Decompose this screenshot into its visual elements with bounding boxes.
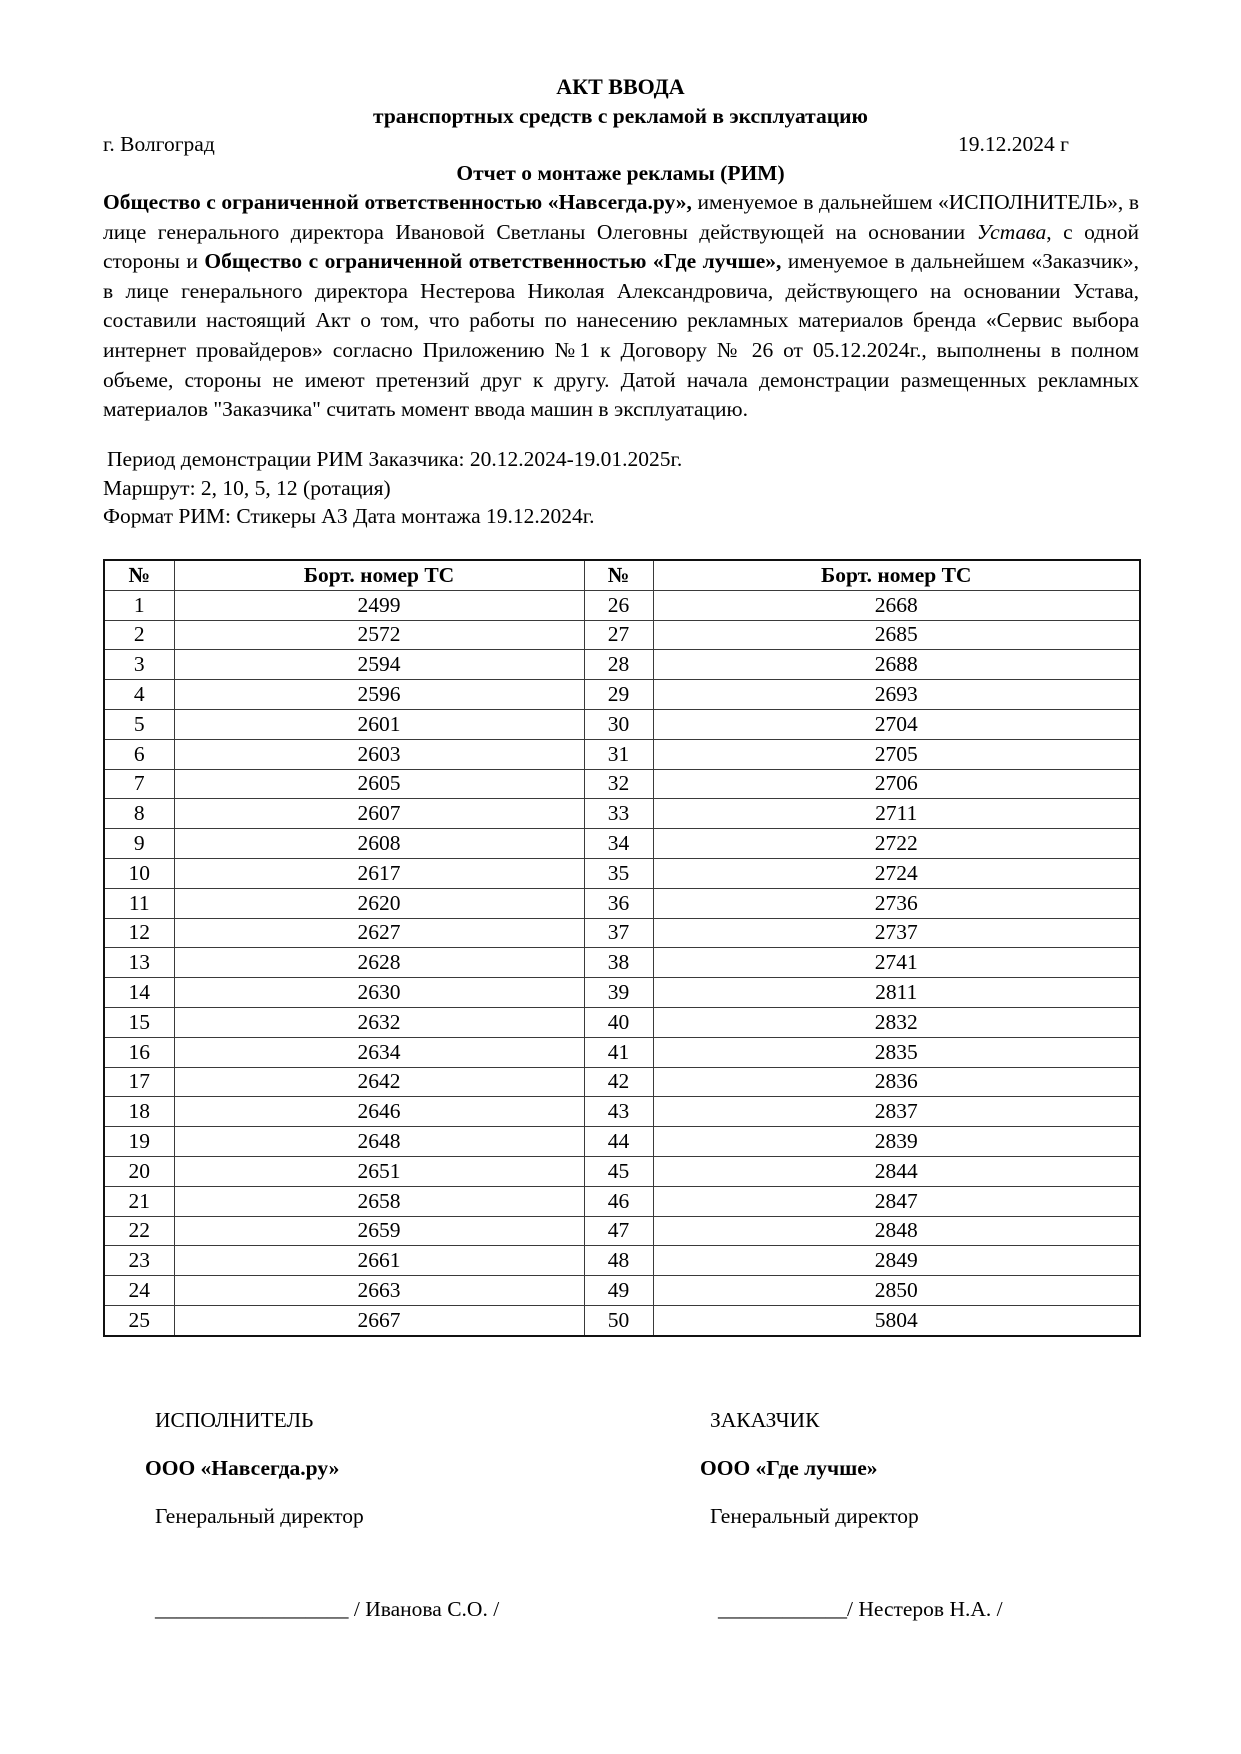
paragraph-text-2: , с одной стороны и bbox=[103, 219, 1140, 274]
executor-name-bold: Общество с ограниченной ответственностью «Навсегда.ру», bbox=[103, 190, 692, 214]
board-number-left: 2499 bbox=[174, 590, 584, 620]
row-number-left: 5 bbox=[104, 709, 174, 739]
board-number-right: 2736 bbox=[653, 888, 1140, 918]
table-row bbox=[104, 1186, 1140, 1216]
board-number-left: 2659 bbox=[174, 1216, 584, 1246]
row-number-right: 29 bbox=[584, 680, 653, 710]
table-row bbox=[104, 680, 1140, 710]
row-number-left: 21 bbox=[104, 1186, 174, 1216]
board-number-right: 2737 bbox=[653, 918, 1140, 948]
board-number-right: 2668 bbox=[653, 590, 1140, 620]
row-number-left: 14 bbox=[104, 978, 174, 1008]
table-row bbox=[104, 1037, 1140, 1067]
board-number-right: 2849 bbox=[653, 1246, 1140, 1276]
board-number-left: 2603 bbox=[174, 739, 584, 769]
city: г. Волгоград bbox=[103, 132, 215, 156]
board-number-left: 2642 bbox=[174, 1067, 584, 1097]
executor-org: ООО «Навсегда.ру» bbox=[145, 1456, 340, 1480]
board-number-right: 2722 bbox=[653, 829, 1140, 859]
row-number-right: 45 bbox=[584, 1156, 653, 1186]
row-number-left: 24 bbox=[104, 1276, 174, 1306]
row-number-left: 11 bbox=[104, 888, 174, 918]
board-number-left: 2663 bbox=[174, 1276, 584, 1306]
row-number-right: 30 bbox=[584, 709, 653, 739]
table-header-row bbox=[104, 560, 1140, 590]
row-number-right: 33 bbox=[584, 799, 653, 829]
row-number-right: 44 bbox=[584, 1127, 653, 1157]
row-number-left: 17 bbox=[104, 1067, 174, 1097]
row-number-right: 31 bbox=[584, 739, 653, 769]
board-number-right: 2848 bbox=[653, 1216, 1140, 1246]
paragraph-text-3: именуемое в дальнейшем «Заказчик», в лице генерального директора Нестерова Николая Александровича, действующего на основании Устава, составили настоящий Акт о том, что работы по нанесению рекламных материалов бренда «Сервис выбора интернет провайдеров» согласно Приложению №1 к Договору № 26 от 05.12.2024г., выполнены в полном объеме, стороны не имеют претензий друг к другу. Датой начала демонстрации размещенных рекламных материалов "Заказчика" считать момент ввода машин в эксплуатацию. bbox=[103, 249, 1139, 422]
row-number-right: 28 bbox=[584, 650, 653, 680]
row-number-left: 25 bbox=[104, 1305, 174, 1335]
board-number-right: 2836 bbox=[653, 1067, 1140, 1097]
board-number-left: 2627 bbox=[174, 918, 584, 948]
row-number-right: 41 bbox=[584, 1037, 653, 1067]
header-board-number-2: Борт. номер ТС bbox=[653, 560, 1140, 590]
table-row bbox=[104, 590, 1140, 620]
board-number-right: 2837 bbox=[653, 1097, 1140, 1127]
document-date: 19.12.2024 г bbox=[958, 132, 1069, 156]
row-number-right: 35 bbox=[584, 858, 653, 888]
row-number-right: 32 bbox=[584, 769, 653, 799]
table-row bbox=[104, 1097, 1140, 1127]
board-number-right: 5804 bbox=[653, 1305, 1140, 1335]
table-row bbox=[104, 1276, 1140, 1306]
table-row bbox=[104, 1007, 1140, 1037]
board-number-left: 2601 bbox=[174, 709, 584, 739]
board-number-left: 2594 bbox=[174, 650, 584, 680]
row-number-right: 46 bbox=[584, 1186, 653, 1216]
board-number-right: 2693 bbox=[653, 680, 1140, 710]
board-number-right: 2832 bbox=[653, 1007, 1140, 1037]
row-number-left: 20 bbox=[104, 1156, 174, 1186]
row-number-left: 12 bbox=[104, 918, 174, 948]
demo-period: Период демонстрации РИМ Заказчика: 20.12.2024-19.01.2025г. bbox=[107, 447, 683, 471]
board-number-left: 2667 bbox=[174, 1305, 584, 1335]
table-row bbox=[104, 650, 1140, 680]
row-number-right: 27 bbox=[584, 620, 653, 650]
table-row bbox=[104, 858, 1140, 888]
table-row bbox=[104, 1246, 1140, 1276]
row-number-right: 36 bbox=[584, 888, 653, 918]
board-number-right: 2844 bbox=[653, 1156, 1140, 1186]
board-number-right: 2688 bbox=[653, 650, 1140, 680]
vehicles-table bbox=[103, 559, 1141, 1337]
row-number-right: 37 bbox=[584, 918, 653, 948]
board-number-right: 2835 bbox=[653, 1037, 1140, 1067]
board-number-left: 2648 bbox=[174, 1127, 584, 1157]
row-number-right: 39 bbox=[584, 978, 653, 1008]
table-row bbox=[104, 769, 1140, 799]
row-number-left: 13 bbox=[104, 948, 174, 978]
row-number-right: 42 bbox=[584, 1067, 653, 1097]
row-number-left: 3 bbox=[104, 650, 174, 680]
table-row bbox=[104, 1305, 1140, 1335]
table-row bbox=[104, 620, 1140, 650]
row-number-left: 8 bbox=[104, 799, 174, 829]
table-row bbox=[104, 1216, 1140, 1246]
row-number-right: 34 bbox=[584, 829, 653, 859]
format-info: Формат РИМ: Стикеры А3 Дата монтажа 19.12.2024г. bbox=[103, 504, 595, 528]
board-number-left: 2646 bbox=[174, 1097, 584, 1127]
row-number-left: 1 bbox=[104, 590, 174, 620]
row-number-left: 22 bbox=[104, 1216, 174, 1246]
paragraph-text-1: именуемое в дальнейшем «ИСПОЛНИТЕЛЬ», в лице генерального директора Ивановой Светланы Олеговны действующей на основании bbox=[103, 190, 1139, 244]
header-board-number-1: Борт. номер ТС bbox=[174, 560, 584, 590]
board-number-right: 2850 bbox=[653, 1276, 1140, 1306]
board-number-right: 2847 bbox=[653, 1186, 1140, 1216]
row-number-right: 48 bbox=[584, 1246, 653, 1276]
row-number-left: 7 bbox=[104, 769, 174, 799]
row-number-right: 50 bbox=[584, 1305, 653, 1335]
board-number-right: 2711 bbox=[653, 799, 1140, 829]
row-number-left: 18 bbox=[104, 1097, 174, 1127]
row-number-right: 43 bbox=[584, 1097, 653, 1127]
table-row bbox=[104, 829, 1140, 859]
row-number-right: 49 bbox=[584, 1276, 653, 1306]
row-number-left: 6 bbox=[104, 739, 174, 769]
header-number-1: № bbox=[104, 560, 174, 590]
customer-role: ЗАКАЗЧИК bbox=[710, 1408, 820, 1432]
table-row bbox=[104, 978, 1140, 1008]
board-number-right: 2839 bbox=[653, 1127, 1140, 1157]
charter-italic: Устава bbox=[976, 219, 1047, 244]
customer-name-bold: Общество с ограниченной ответственностью «Где лучше», bbox=[204, 249, 782, 274]
table-row bbox=[104, 1127, 1140, 1157]
board-number-right: 2741 bbox=[653, 948, 1140, 978]
row-number-right: 26 bbox=[584, 590, 653, 620]
document-subtitle: транспортных средств с рекламой в эксплуатацию bbox=[373, 104, 868, 128]
board-number-left: 2620 bbox=[174, 888, 584, 918]
board-number-left: 2661 bbox=[174, 1246, 584, 1276]
document-title: АКТ ВВОДА bbox=[556, 74, 685, 99]
board-number-left: 2607 bbox=[174, 799, 584, 829]
board-number-left: 2605 bbox=[174, 769, 584, 799]
executor-position: Генеральный директор bbox=[155, 1504, 364, 1528]
executor-signature-line: __________________ / Иванова С.О. / bbox=[155, 1597, 500, 1621]
board-number-right: 2704 bbox=[653, 709, 1140, 739]
row-number-left: 19 bbox=[104, 1127, 174, 1157]
main-paragraph bbox=[103, 188, 1139, 425]
board-number-right: 2811 bbox=[653, 978, 1140, 1008]
header-number-2: № bbox=[584, 560, 653, 590]
table-row bbox=[104, 799, 1140, 829]
row-number-left: 10 bbox=[104, 858, 174, 888]
table-row bbox=[104, 1067, 1140, 1097]
table-row bbox=[104, 739, 1140, 769]
row-number-left: 15 bbox=[104, 1007, 174, 1037]
customer-position: Генеральный директор bbox=[710, 1504, 919, 1528]
table-row bbox=[104, 888, 1140, 918]
board-number-right: 2685 bbox=[653, 620, 1140, 650]
row-number-left: 4 bbox=[104, 680, 174, 710]
board-number-left: 2651 bbox=[174, 1156, 584, 1186]
row-number-left: 16 bbox=[104, 1037, 174, 1067]
customer-signature-line: ____________/ Нестеров Н.А. / bbox=[718, 1597, 1003, 1621]
board-number-left: 2634 bbox=[174, 1037, 584, 1067]
row-number-left: 9 bbox=[104, 829, 174, 859]
table-row bbox=[104, 948, 1140, 978]
board-number-left: 2596 bbox=[174, 680, 584, 710]
board-number-left: 2572 bbox=[174, 620, 584, 650]
report-title: Отчет о монтаже рекламы (РИМ) bbox=[456, 161, 785, 185]
table-row bbox=[104, 709, 1140, 739]
executor-role: ИСПОЛНИТЕЛЬ bbox=[155, 1408, 314, 1432]
board-number-left: 2617 bbox=[174, 858, 584, 888]
board-number-left: 2658 bbox=[174, 1186, 584, 1216]
vehicles-table-body bbox=[104, 590, 1140, 1335]
row-number-left: 2 bbox=[104, 620, 174, 650]
board-number-left: 2608 bbox=[174, 829, 584, 859]
table-row bbox=[104, 1156, 1140, 1186]
board-number-left: 2632 bbox=[174, 1007, 584, 1037]
row-number-right: 47 bbox=[584, 1216, 653, 1246]
board-number-right: 2705 bbox=[653, 739, 1140, 769]
row-number-right: 38 bbox=[584, 948, 653, 978]
board-number-left: 2628 bbox=[174, 948, 584, 978]
board-number-left: 2630 bbox=[174, 978, 584, 1008]
board-number-right: 2724 bbox=[653, 858, 1140, 888]
table-row bbox=[104, 918, 1140, 948]
row-number-left: 23 bbox=[104, 1246, 174, 1276]
row-number-right: 40 bbox=[584, 1007, 653, 1037]
customer-org: ООО «Где лучше» bbox=[700, 1456, 878, 1480]
board-number-right: 2706 bbox=[653, 769, 1140, 799]
route-info: Маршрут: 2, 10, 5, 12 (ротация) bbox=[103, 476, 391, 500]
